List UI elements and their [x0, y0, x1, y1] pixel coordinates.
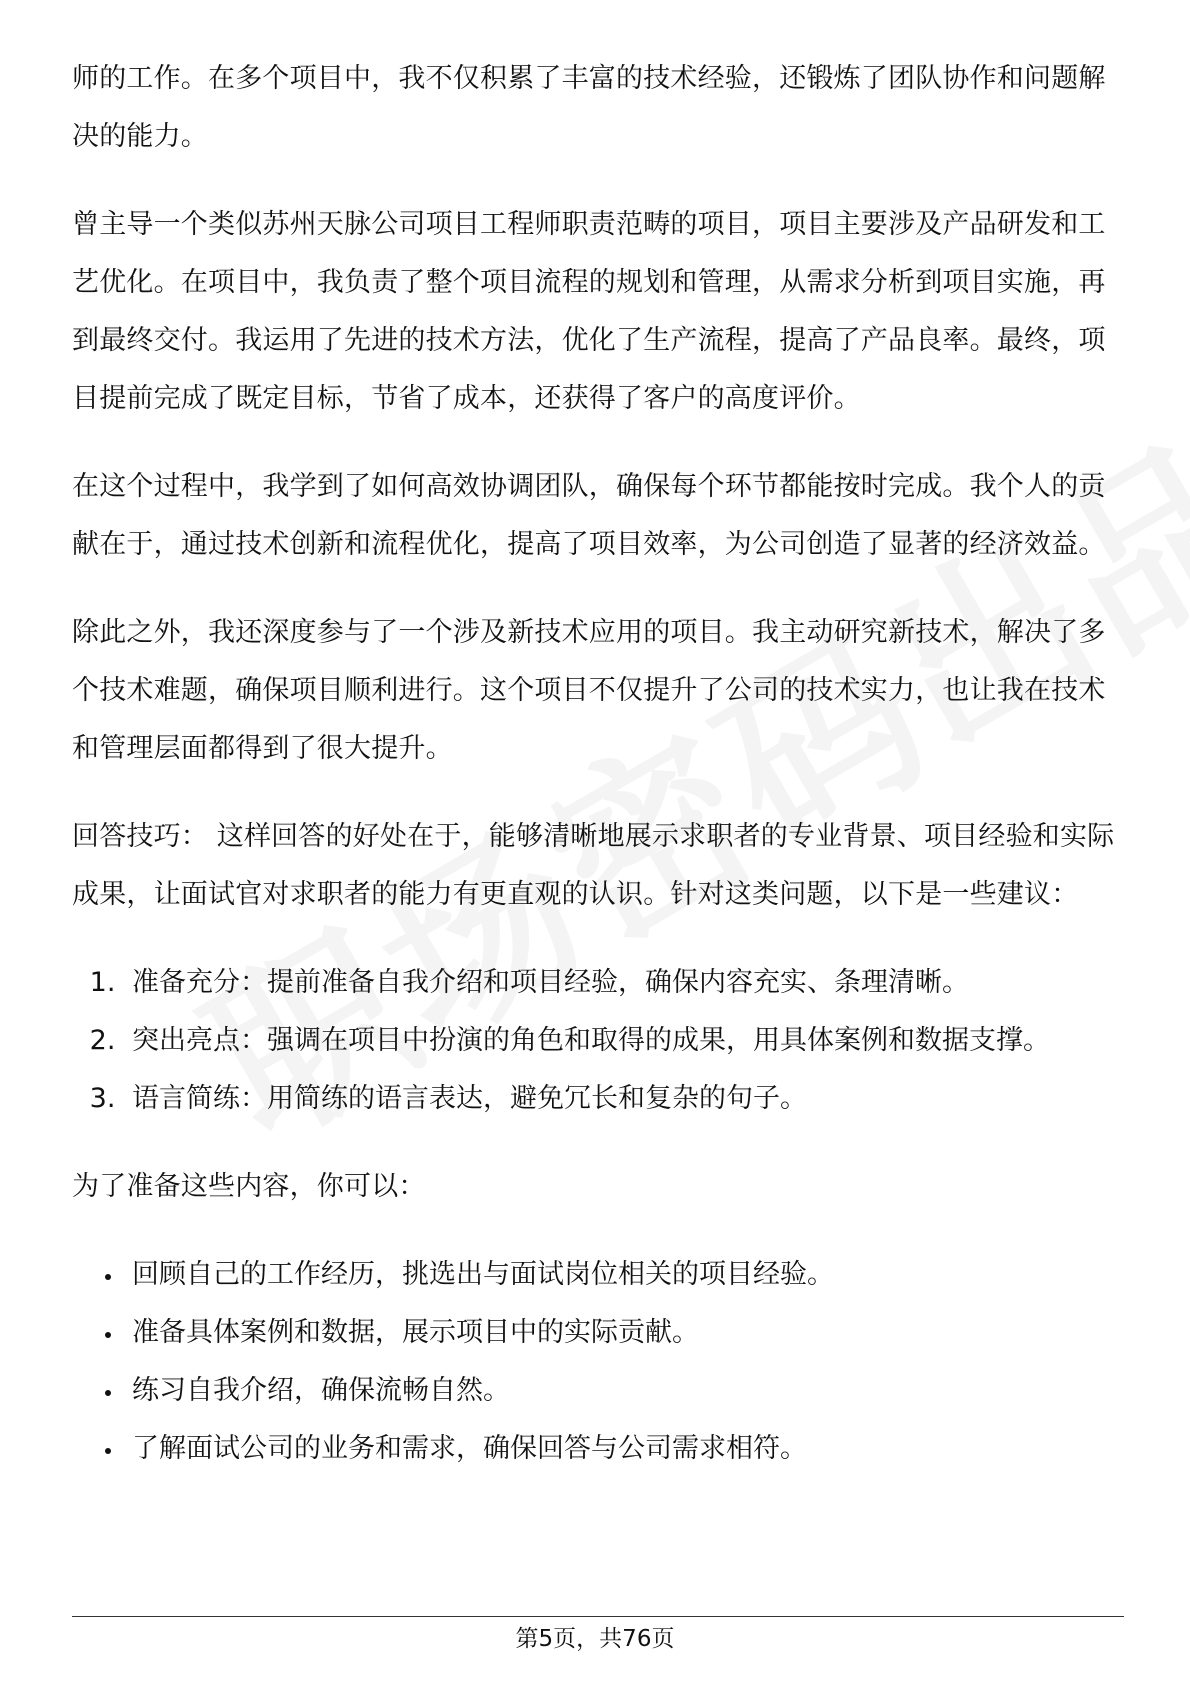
list-item: • 练习自我介绍，确保流畅自然。 [124, 1362, 1122, 1420]
list-item: • 回顾自己的工作经历，挑选出与面试岗位相关的项目经验。 [124, 1246, 1122, 1304]
list-item: • 准备具体案例和数据，展示项目中的实际贡献。 [124, 1304, 1122, 1362]
list-item: 1. 准备充分：提前准备自我介绍和项目经验，确保内容充实、条理清晰。 [124, 954, 1122, 1012]
tips-list [72, 954, 1122, 1128]
page-number: 第5页，共76页 [515, 1626, 675, 1652]
document-body [72, 50, 1122, 1508]
paragraph-3: 在这个过程中，我学到了如何高效协调团队，确保每个环节都能按时完成。我个人的贡献在于，通过技术创新和流程优化，提高了项目效率，为公司创造了显著的经济效益。 [72, 471, 1106, 560]
paragraph-1: 师的工作。在多个项目中，我不仅积累了丰富的技术经验，还锻炼了团队协作和问题解决的能力。 [72, 63, 1106, 152]
list-item: 2. 突出亮点：强调在项目中扮演的角色和取得的成果，用具体案例和数据支撑。 [124, 1012, 1122, 1070]
paragraph-2: 曾主导一个类似苏州天脉公司项目工程师职责范畴的项目，项目主要涉及产品研发和工艺优化。在项目中，我负责了整个项目流程的规划和管理，从需求分析到项目实施，再到最终交付。我运用了先进的技术方法，优化了生产流程，提高了产品良率。最终，项目提前完成了既定目标，节省了成本，还获得了客户的高度评价。 [72, 209, 1106, 414]
list-item: 3. 语言简练：用简练的语言表达，避免冗长和复杂的句子。 [124, 1070, 1122, 1128]
paragraph-4: 除此之外，我还深度参与了一个涉及新技术应用的项目。我主动研究新技术，解决了多个技术难题，确保项目顺利进行。这个项目不仅提升了公司的技术实力，也让我在技术和管理层面都得到了很大提升。 [72, 617, 1106, 764]
prep-intro: 为了准备这些内容，你可以： [72, 1171, 426, 1202]
list-item: • 了解面试公司的业务和需求，确保回答与公司需求相符。 [124, 1420, 1122, 1478]
prep-list [72, 1246, 1122, 1478]
footer-divider [72, 1616, 1124, 1617]
answer-tips-paragraph: 回答技巧： 这样回答的好处在于，能够清晰地展示求职者的专业背景、项目经验和实际成果，让面试官对求职者的能力有更直观的认识。针对这类问题，以下是一些建议： [72, 821, 1115, 910]
